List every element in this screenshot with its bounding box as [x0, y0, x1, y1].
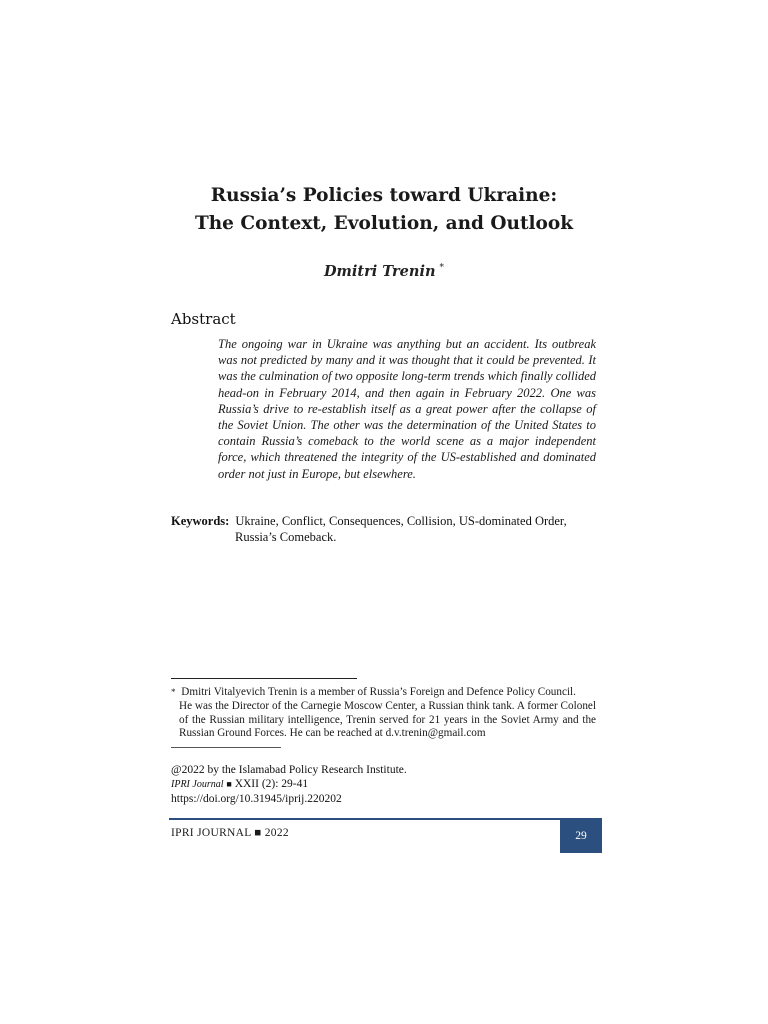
article-title: [0, 182, 768, 238]
journal-name: IPRI Journal: [171, 779, 224, 790]
footer-journal-label: IPRI JOURNAL ■ 2022: [171, 827, 289, 839]
doi-link[interactable]: https://doi.org/10.31945/iprij.220202: [171, 793, 342, 805]
footer-rule: [169, 818, 602, 820]
abstract-heading: Abstract: [171, 310, 236, 328]
footnote-rest-text: He was the Director of the Carnegie Moscow Center, a Russian think tank. A former Colonel of the Russian military intelligence, Trenin served for 21 years in the Soviet Army and the Russian Ground Forces. He can be reached at d.v.trenin@gmail.com: [179, 699, 596, 740]
author-text: Dmitri Trenin: [323, 263, 436, 280]
title-line-1: Russia’s Policies toward Ukraine:: [210, 185, 558, 206]
keywords-label: Keywords:: [171, 514, 230, 528]
copyright-separator: [171, 747, 281, 748]
title-line-2: The Context, Evolution, and Outlook: [194, 213, 574, 234]
author-name: [0, 263, 768, 280]
page-number: 29: [575, 830, 587, 842]
author-footnote-mark: *: [439, 263, 444, 273]
abstract-text: The ongoing war in Ukraine was anything but an accident. Its outbreak was not predicted by many and it was thought that it could be prevented. It was the culmination of two opposite long-term trends which finally collided head-on in February 2014, and then again in February 2022. One was Russia’s drive to re-establish itself as a great power after the collapse of the Soviet Union. The other was the determination of the United States to contain Russia’s comeback to the world scene as a major independent force, which threatened the integrity of the US-established and dominated order not just in Europe, but elsewhere.: [218, 337, 596, 481]
page-number-badge: [560, 819, 602, 853]
footnote-first-text: Dmitri Vitalyevich Trenin is a member of Russia’s Foreign and Defence Policy Council.: [181, 686, 576, 698]
journal-issue: XXII (2): 29-41: [234, 778, 309, 790]
keywords-line-2: Russia’s Comeback.: [235, 530, 337, 544]
footnote-first-line: [171, 686, 596, 700]
keywords-block: [171, 513, 567, 545]
author-footnote: [171, 686, 596, 741]
copyright-block: [171, 763, 407, 806]
keywords-line-1: Ukraine, Conflict, Consequences, Collision, US-dominated Order,: [235, 514, 567, 528]
journal-issue-line: [171, 777, 407, 792]
footnote-mark: *: [171, 687, 176, 697]
footnote-separator: [171, 678, 357, 679]
copyright-line: @2022 by the Islamabad Policy Research Institute.: [171, 764, 407, 776]
square-separator-icon: ■: [226, 779, 232, 789]
